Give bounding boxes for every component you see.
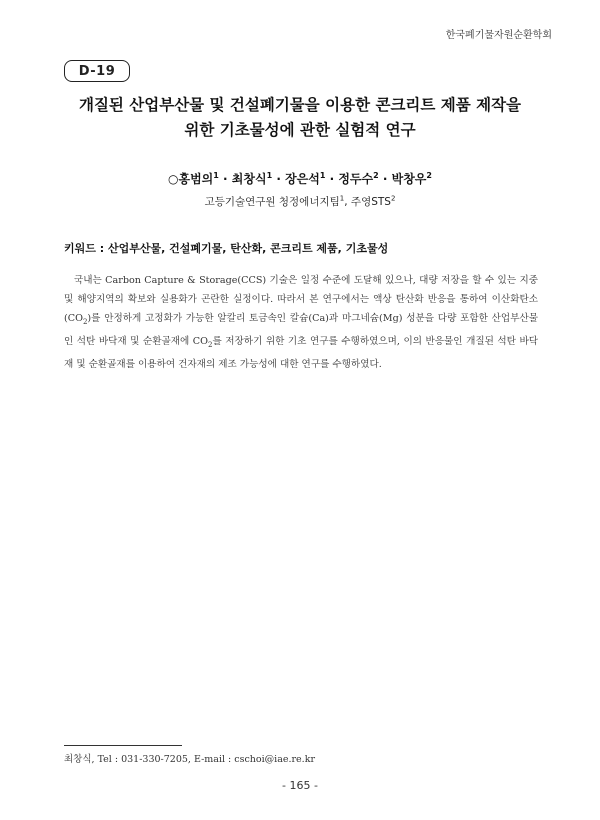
author-list	[0, 170, 600, 187]
subscript-2: 2	[82, 317, 88, 326]
subscript-2: 2	[208, 340, 213, 349]
presenter-mark: ○	[168, 172, 179, 186]
corresponding-author-footnote: 최창식, Tel : 031-330-7205, E-mail : cschoi@iae.re.kr	[64, 754, 315, 765]
author-name: 최창식	[231, 172, 267, 186]
keywords-label: 키워드 :	[64, 242, 108, 255]
abstract-text-3: 를 저장하기 위한 기초 연구를 수행하였으며, 이의 반응물인 개질된 석탄 바닥재 및 순환골재를 이용하여 건자재의 제조 가능성에 대한 연구를 수행하였다.	[64, 335, 539, 370]
paper-title	[40, 93, 560, 143]
abstract-text-2: )를 안정하게 고정화가 가능한 알칼리 토금속인 칼슘(Ca)과 마그네슘(Mg) 성분을 다량 포함한 산업부산물인 석탄 바닥재 및 순환골재에 CO	[64, 313, 538, 347]
footnote-divider	[64, 745, 182, 746]
author-name: 박창우	[391, 172, 427, 186]
affiliation-name: 고등기술연구원 청정에너지팀	[204, 196, 340, 208]
author-separator: ·	[325, 172, 339, 186]
author-name: 장은석	[285, 172, 320, 186]
author-affiliation-mark: 2	[426, 171, 432, 180]
author-affiliation-mark: 1	[266, 171, 273, 180]
affiliation-mark: 2	[390, 194, 396, 203]
abstract	[64, 271, 538, 374]
title-line-2: 위한 기초물성에 관한 실험적 연구	[184, 121, 416, 139]
author-affiliation-mark: 2	[373, 171, 379, 180]
abstract-text-1: 국내는 Carbon Capture & Storage(CCS) 기술은 일정 수준에 도달해 있으나, 대량 저장을 할 수 있는 지중 및 해양지역의 확보와 실용화가 곤란한 실정이다. 따라서 본 연구에서는 액상 탄산화 반응을 통하여 이산화탄소(CO	[64, 275, 538, 324]
author-name: 홍범의	[178, 172, 214, 186]
affiliation-separator: ,	[344, 196, 351, 208]
keywords-text: 산업부산물, 건설폐기물, 탄산화, 콘크리트 제품, 기초물성	[107, 242, 389, 255]
paper-code-badge: D-19	[64, 60, 130, 82]
author-affiliation-mark: 1	[319, 171, 326, 180]
affiliation-mark: 1	[339, 194, 345, 203]
keywords	[64, 240, 544, 256]
author-separator: ·	[272, 172, 286, 186]
affiliation-name: 주영STS	[350, 196, 391, 208]
author-separator: ·	[218, 172, 232, 186]
affiliations	[0, 194, 600, 209]
page-number: - 165 -	[282, 779, 318, 792]
author-name: 정두수	[338, 172, 374, 186]
author-separator: ·	[378, 172, 392, 186]
title-line-1: 개질된 산업부산물 및 건설폐기물을 이용한 콘크리트 제품 제작을	[78, 96, 522, 114]
society-name: 한국폐기물자원순환학회	[445, 30, 552, 41]
authors	[179, 172, 432, 186]
author-affiliation-mark: 1	[213, 171, 219, 180]
